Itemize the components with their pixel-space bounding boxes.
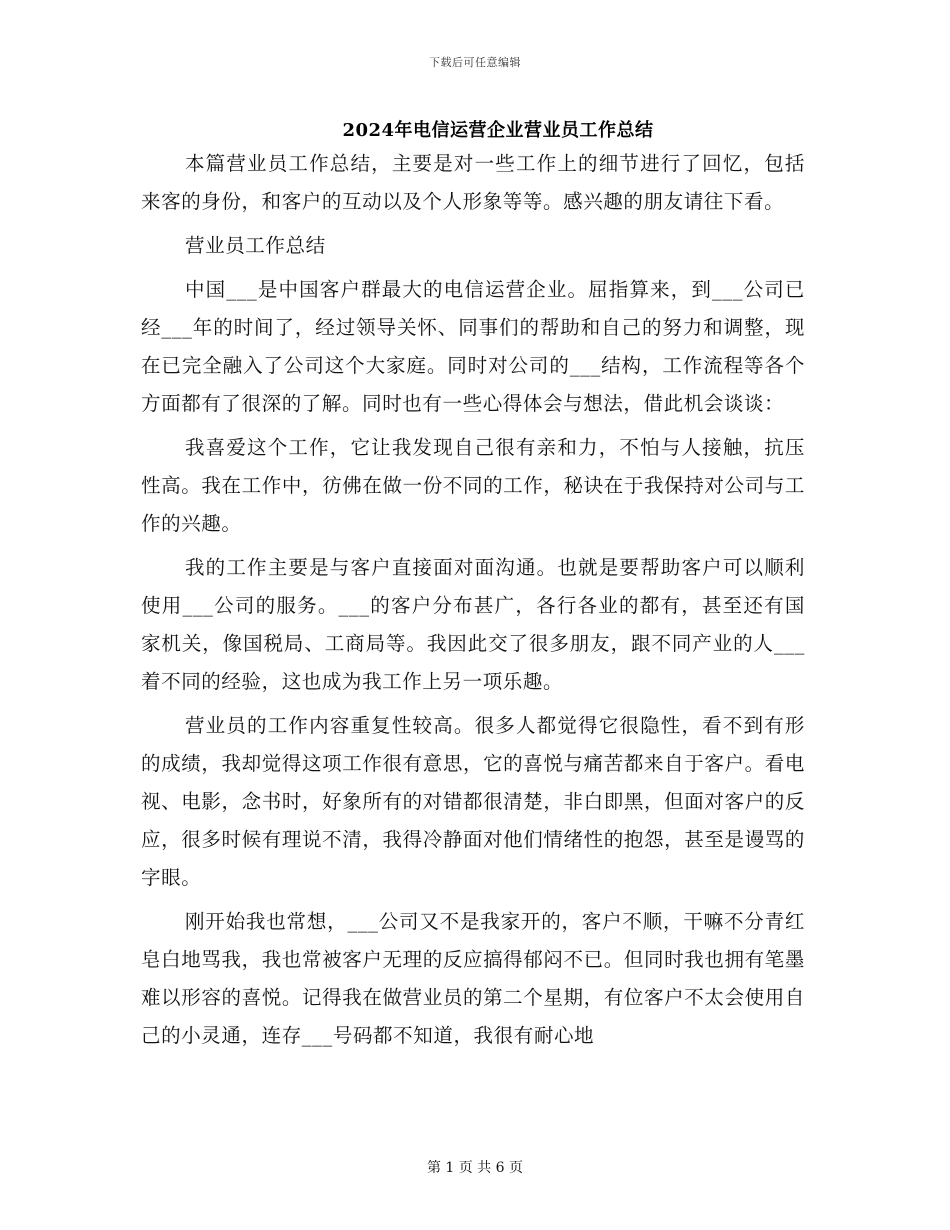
paragraph-love-work: 我喜爱这个工作，它让我发现自己很有亲和力，不怕与人接触，抗压性高。我在工作中，彷佛在做一份不同的工作，秘诀在于我保持对公司与工作的兴趣。 [141,436,805,535]
page-number: 第 1 页 共 6 页 [426,1160,524,1176]
header-note: 下载后可任意编辑 [429,56,521,69]
paragraph-communication: 我的工作主要是与客户直接面对面沟通。也就是要帮助客户可以顺利使用___公司的服务。___的客户分布甚广，各行各业的都有，甚至还有国家机关，像国税局、工商局等。我因此交了很多朋友，跟不同产业的人___着不同的经验，这也成为我工作上另一项乐趣。 [141,556,805,693]
paragraph-repetitive-work: 营业员的工作内容重复性较高。很多人都觉得它很隐性，看不到有形的成绩，我却觉得这项工作很有意思，它的喜悦与痛苦都来自于客户。看电视、电影，念书时，好象所有的对错都很清楚，非白即黑，但面对客户的反应，很多时候有理说不清，我得冷静面对他们情绪性的抱怨，甚至是谩骂的字眼。 [141,714,805,889]
document-body [141,145,805,1055]
paragraph-company: 中国___是中国客户群最大的电信运营企业。屈指算来，到___公司已经___年的时间了，经过领导关怀、同事们的帮助和自己的努力和调整，现在已完全融入了公司这个大家庭。同时对公司的___结构，工作流程等各个方面都有了很深的了解。同时也有一些心得体会与想法，借此机会谈谈： [141,278,805,415]
paragraph-intro: 本篇营业员工作总结，主要是对一些工作上的细节进行了回忆，包括来客的身份，和客户的互动以及个人形象等等。感兴趣的朋友请往下看。 [141,152,805,213]
paragraph-joy: 刚开始我也常想，___公司又不是我家开的，客户不顺，干嘛不分青红皂白地骂我，我也常被客户无理的反应搞得郁闷不已。但同时我也拥有笔墨难以形容的喜悦。记得我在做营业员的第二个星期，有位客户不太会使用自己的小灵通，连存___号码都不知道，我很有耐心地 [141,910,805,1047]
paragraph-subheading: 营业员工作总结 [185,234,326,257]
document-title: 2024年电信运营企业营业员工作总结 [342,120,654,141]
